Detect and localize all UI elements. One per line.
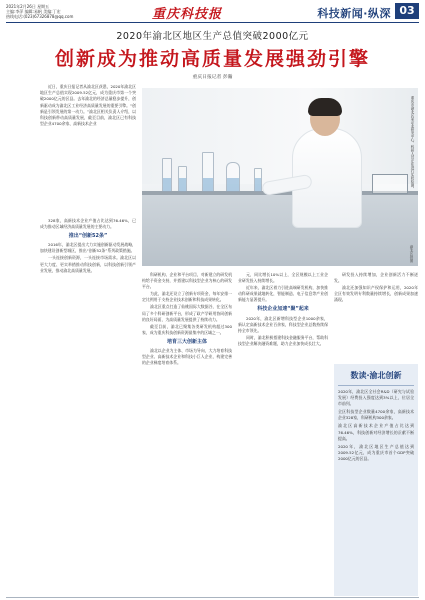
paragraph: 近年来，渝北区着力引进高端研发机构，加快推动科研成果就地转化，智能制造、电子信息等产业创新能力显著提升。 bbox=[238, 285, 328, 303]
paragraph: 2016年，渝北区提出大力实施创新驱动发展战略，加快建设创新型城区，推出“创新52条”系列政策措施。 bbox=[40, 242, 136, 254]
masthead bbox=[6, 3, 419, 23]
beaker bbox=[202, 152, 214, 192]
section-subheading: 培育三大创新主体 bbox=[166, 338, 207, 345]
newspaper-logo: 重庆科技报 bbox=[152, 7, 223, 22]
infobox-item: 2020年，渝北区全社会R&D（研究与试验发展）经费投入强度达到3%以上，位居全市前列。 bbox=[338, 389, 414, 407]
paragraph: 渝北还加强知识产权保护和运用，2020年全区有效发明专利数量持续增长，创新成果加速涌现。 bbox=[334, 285, 418, 303]
paragraph: 科研机构、企业和平台项目，对新建立的研发机构给予资金支持，并搭建以科技型企业为核心的研发平台。 bbox=[142, 272, 232, 290]
infobox-title: 数读·渝北创新 bbox=[338, 368, 414, 386]
article-column-4 bbox=[334, 272, 418, 304]
page-number: 03 bbox=[395, 3, 419, 19]
meta-contact: 热线电话:(023)67326878@qq.com bbox=[6, 14, 74, 20]
infobox-body bbox=[338, 389, 414, 462]
paragraph: 渝北区重点打造了仙桃国际大数据谷，在全区布局了多个科研创新平台，形成了政产学研用协同创新的良好局面，为高质量发展提供了持续动力。 bbox=[142, 304, 232, 322]
article-column-2 bbox=[142, 272, 232, 367]
article-lead bbox=[40, 84, 136, 128]
infobox-item: 2020年，渝北区地区生产总值达到2009.52亿元，成为重庆市首个GDP突破2000亿元的区县。 bbox=[338, 443, 414, 461]
photo-caption: 重庆市渝北区某企业研发中心，科研人员正在进行实验检测。 bbox=[411, 96, 415, 191]
meta-editors: 主编:李萍 编辑:易帆 美编:丁宏 bbox=[6, 9, 61, 15]
article-column-1 bbox=[40, 218, 136, 275]
section-subheading: 推出“创新52条” bbox=[68, 233, 108, 240]
infobox-item: 渝北区高新技术企业产值占比达到76.46%，科技创新对经济增长的贡献不断提高。 bbox=[338, 423, 414, 441]
paragraph: 元，同比增长10%以上，全区规模以上工业企业研发投入持续增长。 bbox=[238, 272, 328, 284]
meta-date: 2021年2月26日 星期五 bbox=[6, 4, 50, 9]
paragraph: 2020年，渝北区新增科技型企业1000余家，新认定高新技术企业百余家，科技型企业总数持续保持全市领先。 bbox=[238, 315, 328, 333]
paragraph: 为此，渝北还设立了创新专项资金，每年安排一定比例用于支持企业技术创新和科技成果转化。 bbox=[142, 291, 232, 303]
paragraph: 一头连接创新资源，一头连接市场需求。渝北区以更大力度、更实举措推动科技创新，以科技创新引领产业发展，推动渝北高质量发展。 bbox=[40, 255, 136, 273]
article-byline: 重庆日报记者 彭瀚 bbox=[192, 75, 233, 80]
test-tube bbox=[162, 158, 172, 192]
test-tube bbox=[254, 168, 262, 192]
paragraph: 研发投入持续增加，企业创新活力不断迸发。 bbox=[334, 272, 418, 284]
paragraph: 同时，渝北积极搭建科技金融服务平台，帮助科技型企业解决融资难题，助力企业加快成长壮大。 bbox=[238, 334, 328, 346]
section-subheading: 科技企业加速“聚”起来 bbox=[257, 306, 309, 313]
flask bbox=[226, 162, 240, 192]
masthead-rule bbox=[6, 22, 419, 23]
article-column-3 bbox=[238, 272, 328, 348]
photo-credit: 渝北区供图 bbox=[410, 244, 414, 262]
researcher-hair bbox=[308, 98, 342, 116]
sample-rack bbox=[372, 174, 408, 194]
masthead-meta bbox=[6, 4, 96, 20]
article-subhead: 2020年渝北区地区生产总值突破2000亿元 bbox=[116, 31, 309, 42]
lead-paragraph: 近日，重庆日报记者从渝北区获悉，2020年渝北区地区生产总值实现2009.52亿元，成为重庆市第一个突破2000亿元的区县。去年渝北的经济总量稳步提升，创新驱动成为渝北区工业经济高质量发展的重要引擎。“创新是引领发展的第一动力。”渝北区相关负责人介绍，以科技创新带动高质量发展，截至目前，渝北区已有科技型企业4700余家、高新技术企业 bbox=[40, 84, 136, 127]
headline-block bbox=[0, 28, 425, 80]
infobox-item: 全区科技型企业数量4700余家，高新技术企业328家，科研机构300余家。 bbox=[338, 409, 414, 421]
photo-lab-bench bbox=[142, 191, 418, 266]
paragraph: 渝北以企业为主体、市场为导向，大力培育科技型企业、高新技术企业和科技小巨人企业，构建完善的企业梯度培育体系。 bbox=[142, 348, 232, 366]
section-title: 科技新闻·纵深 bbox=[317, 7, 391, 20]
lab-photo bbox=[142, 88, 418, 266]
test-tube bbox=[178, 166, 187, 192]
paragraph: 截至目前，渝北已聚集各类研发机构超过300家，成为重庆科技创新资源最集中的区域之一。 bbox=[142, 323, 232, 335]
article-headline: 创新成为推动高质量发展强劲引擎 bbox=[54, 48, 370, 70]
footer-rule bbox=[6, 597, 419, 598]
paragraph: 328家，高新技术企业产值占比达到76.46%，已成为推动区域经济高质量发展的主要动力。 bbox=[40, 218, 136, 230]
data-infobox bbox=[334, 364, 418, 596]
